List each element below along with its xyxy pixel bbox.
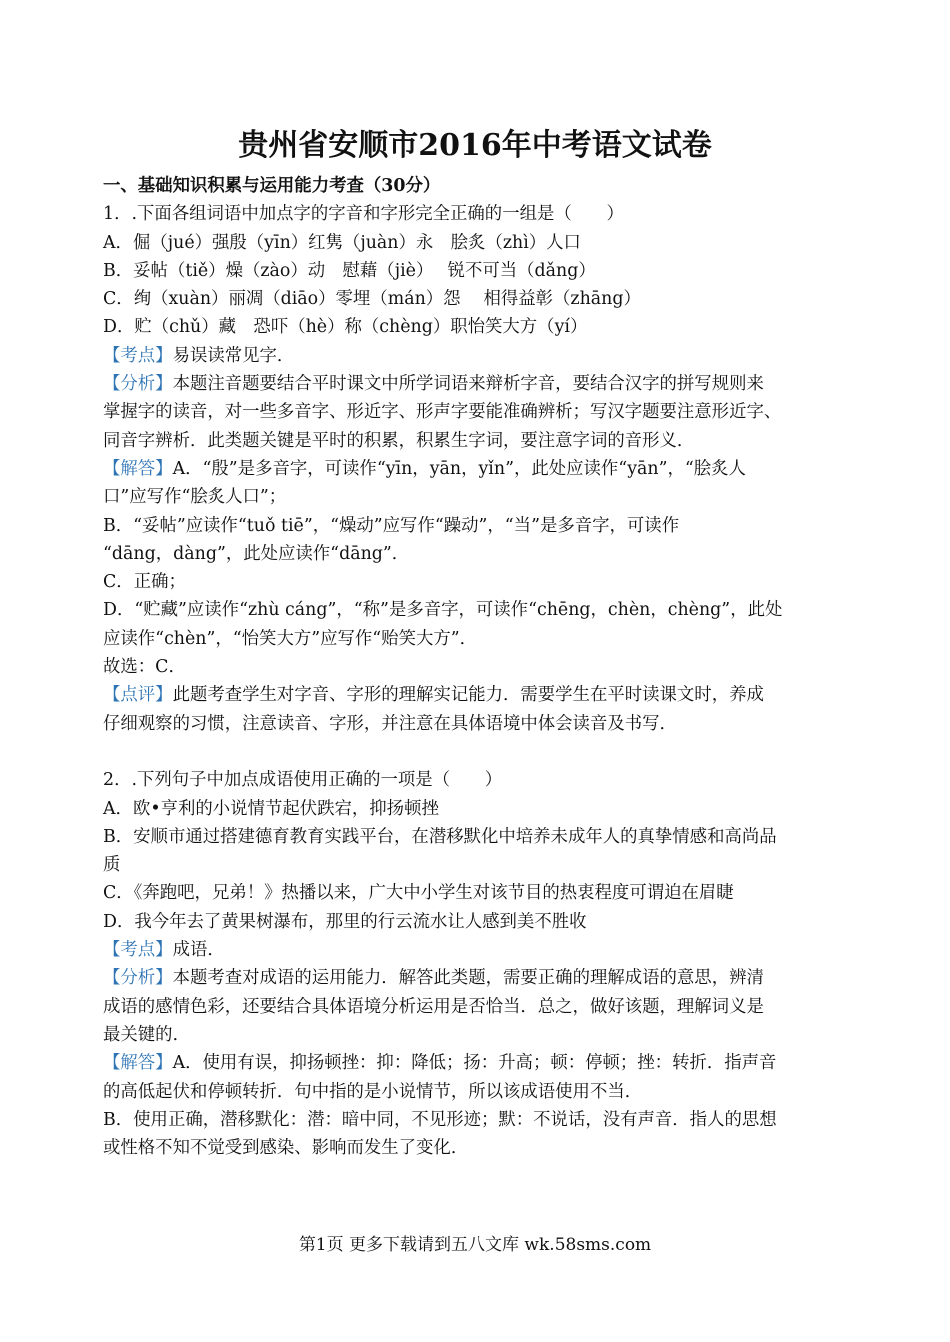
question-1-jieda-line-8: 故选：C． [103,657,186,678]
question-1-option-b: B．妥帖（tiě）燥（zào）动 慰藉（jiè） 锐不可当（dǎng） [103,260,596,281]
question-2-jieda-line-4: 或性格不知不觉受到感染、影响而发生了变化． [103,1138,469,1159]
question-1-jieda-line-7: 应读作“chèn”，“怡笑大方”应写作“贻笑大方”． [103,628,478,649]
jieda-tag: 【解答】 [103,458,173,479]
page-footer: 第1页 更多下载请到五八文库 wk.58sms.com [298,1235,652,1255]
question-1-option-a: A．倔（jué）强殷（yīn）红隽（juàn）永 脍炙（zhì）人口 [103,232,581,253]
spacer [103,738,848,766]
question-2-kaodian [103,936,848,964]
question-1-fenxi-line-1 [103,370,848,398]
dianping-tag: 【点评】 [103,685,173,706]
question-1-option-c: C．绚（xuàn）丽凋（diāo）零埋（mán）怨 相得益彰（zhāng） [103,289,641,310]
question-2-jieda-line-1 [103,1049,848,1077]
fenxi-tag: 【分析】 [103,374,173,395]
question-2-option-c: C．《奔跑吧，兄弟！》热播以来，广大中小学生对该节目的热衷程度可谓迫在眉睫 [103,883,734,904]
question-2-stem: 2．.下列句子中加点成语使用正确的一项是（ ） [103,770,503,791]
question-1-fenxi-line-3: 同音字辨析．此类题关键是平时的积累，积累生字词，要注意字词的音形义． [103,430,695,451]
question-1-dianping-line-1 [103,681,848,709]
page-title: 贵州省安顺市2016年中考语文试卷 [238,128,712,163]
question-2-option-b-line-1: B．安顺市通过搭建德育教育实践平台，在潜移默化中培养未成年人的真挚情感和高尚品 [103,826,777,847]
question-1-jieda-line-3: B．“妥帖”应读作“tuǒ tiē”，“燥动”应写作“躁动”，“当”是多音字，可读作 [103,515,680,536]
question-2-jieda-line-2: 的高低起伏和停顿转折．句中指的是小说情节，所以该成语使用不当． [103,1081,643,1102]
document-body [103,172,848,1162]
question-1-jieda-line-5: C．正确； [103,572,186,593]
question-2-option-a: A．欧•亨利的小说情节起伏跌宕，抑扬顿挫 [103,798,439,819]
question-2-fenxi-line-1 [103,964,848,992]
question-1-jieda-line-6: D．“贮藏”应读作“zhù cáng”，“称”是多音字，可读作“chēng，chèn，chèng”，此处 [103,600,783,621]
kaodian-tag: 【考点】 [103,940,173,961]
question-1-jieda-line-4: “dāng，dàng”，此处应读作“dāng”． [103,543,410,564]
question-1-option-d: D．贮（chǔ）藏 恐吓（hè）称（chèng）职怡笑大方（yí） [103,317,588,338]
question-2-option-d: D．我今年去了黄果树瀑布，那里的行云流水让人感到美不胜收 [103,911,587,932]
question-1-jieda-line-2: 口”应写作“脍炙人口”； [103,487,287,508]
question-1-kaodian [103,342,848,370]
kaodian-text: 成语． [172,940,225,961]
kaodian-text: 易误读常见字． [172,345,295,366]
section-heading: 一、基础知识积累与运用能力考查（30分） [103,176,441,196]
question-1-dianping-line-2: 仔细观察的习惯，注意读音、字形，并注意在具体语境中体会读音及书写． [103,713,677,734]
fenxi-text: 本题考查对成语的运用能力．解答此类题，需要正确的理解成语的意思，辨清 [172,968,764,989]
jieda-tag: 【解答】 [103,1053,173,1074]
question-2-fenxi-line-3: 最关键的． [103,1024,190,1045]
fenxi-tag: 【分析】 [103,968,173,989]
jieda-text: A．使用有误，抑扬顿挫：抑：降低；扬：升高；顿：停顿；挫：转折．指声音 [172,1053,777,1074]
question-1-fenxi-line-2: 掌握字的读音，对一些多音字、形近字、形声字要能准确辨析；写汉字题要注意形近字、 [103,402,782,423]
question-1-jieda-line-1 [103,455,848,483]
fenxi-text: 本题注音题要结合平时课文中所学词语来辩析字音，要结合汉字的拼写规则来 [172,374,764,395]
question-2-jieda-line-3: B．使用正确，潜移默化：潜：暗中同，不见形迹；默：不说话，没有声音．指人的思想 [103,1109,777,1130]
kaodian-tag: 【考点】 [103,345,173,366]
question-2-fenxi-line-2: 成语的感情色彩，还要结合具体语境分析运用是否恰当．总之，做好该题，理解词义是 [103,996,764,1017]
question-2-option-b-line-2: 质 [103,855,121,876]
dianping-text: 此题考查学生对字音、字形的理解实记能力．需要学生在平时读课文时，养成 [172,685,764,706]
jieda-text: A．“殷”是多音字，可读作“yīn，yān，yǐn”，此处应读作“yān”，“脍炙人 [172,458,746,479]
question-1-stem: 1．.下面各组词语中加点字的字音和字形完全正确的一组是（ ） [103,204,624,225]
